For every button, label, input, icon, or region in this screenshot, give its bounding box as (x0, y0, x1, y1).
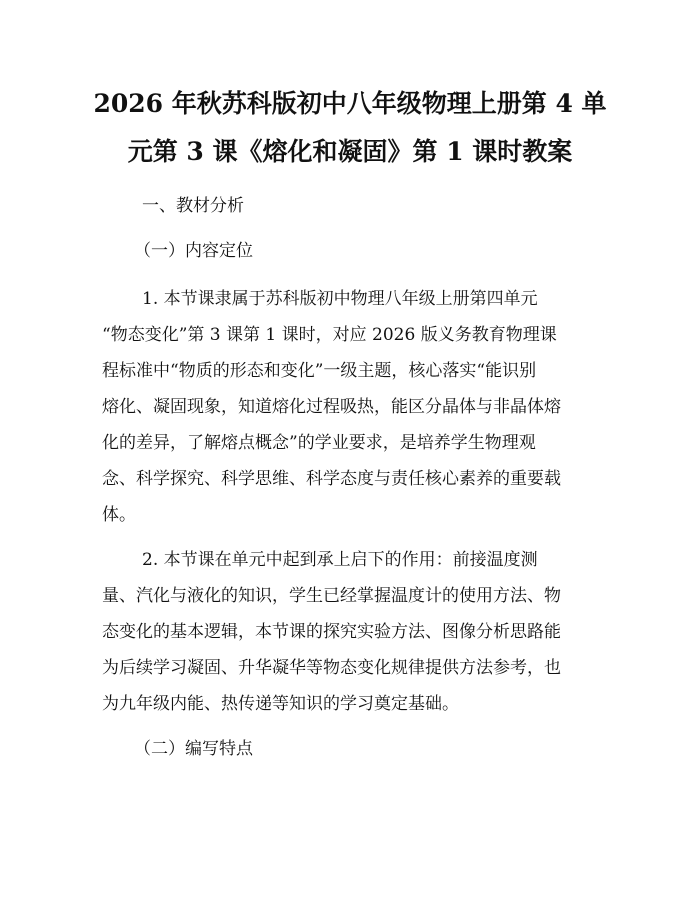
subsection-heading-text: （一）内容定位 (134, 241, 253, 261)
paragraph-2-line: 态变化的基本逻辑，本节课的探究实验方法、图像分析思路能 (102, 622, 561, 642)
subsection-heading-writing-features (134, 731, 634, 767)
subsection-heading-content-positioning (134, 233, 634, 269)
paragraph-2-line: 为后续学习凝固、升华凝华等物态变化规律提供方法参考，也 (102, 658, 561, 678)
paragraph-1 (102, 281, 602, 533)
paragraph-1-line: 熔化、凝固现象，知道熔化过程吸热，能区分晶体与非晶体熔 (102, 397, 561, 417)
paragraph-1-line: “物态变化”第 3 课第 1 课时，对应 2026 版义务教育物理课 (102, 325, 557, 345)
paragraph-2-line: 量、汽化与液化的知识，学生已经掌握温度计的使用方法、物 (102, 586, 561, 606)
section-heading-textbook-analysis (142, 188, 642, 224)
title-line-1: 2026 年秋苏科版初中八年级物理上册第 4 单 (93, 89, 607, 118)
paragraph-1-line: 化的差异，了解熔点概念”的学业要求，是培养学生物理观 (102, 433, 536, 453)
paragraph-1-line: 1. 本节课隶属于苏科版初中物理八年级上册第四单元 (142, 289, 538, 309)
paragraph-2 (102, 542, 602, 722)
title-line-2: 元第 3 课《熔化和凝固》第 1 课时教案 (127, 137, 573, 166)
paragraph-1-line: 程标准中“物质的形态和变化”一级主题，核心落实“能识别 (102, 361, 537, 381)
paragraph-2-line: 为九年级内能、热传递等知识的学习奠定基础。 (102, 694, 459, 714)
paragraph-1-line: 体。 (102, 505, 136, 525)
document-title (90, 80, 610, 176)
subsection-heading-text: （二）编写特点 (134, 739, 253, 759)
paragraph-1-line: 念、科学探究、科学思维、科学态度与责任核心素养的重要载 (102, 469, 561, 489)
section-heading-text: 一、教材分析 (142, 196, 244, 216)
paragraph-2-line: 2. 本节课在单元中起到承上启下的作用：前接温度测 (142, 550, 538, 570)
